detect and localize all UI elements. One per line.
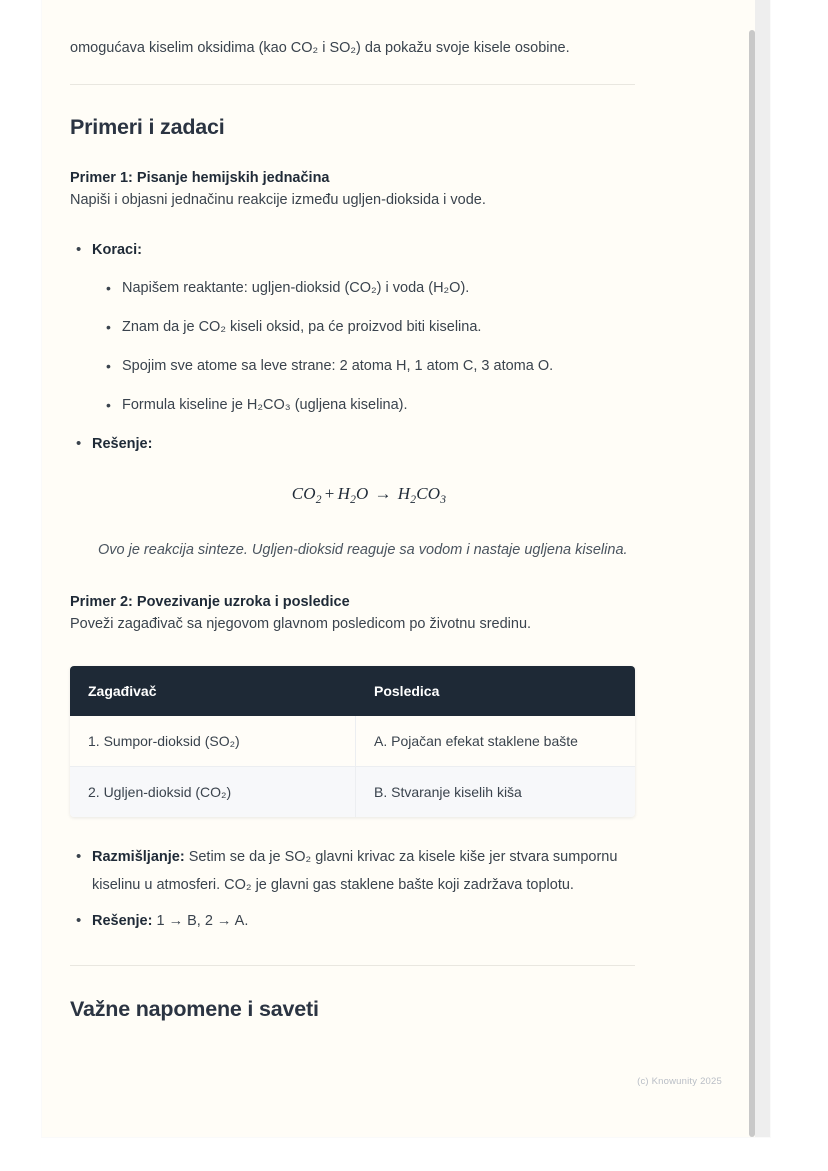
document-page-card <box>42 0 770 1137</box>
list-item-resenje <box>92 430 640 458</box>
column-header-consequence: Posledica <box>356 666 635 716</box>
list-item-resenje-2 <box>92 907 640 935</box>
cell-pollutant-2: 2. Ugljen-dioksid (CO₂) <box>70 767 356 817</box>
example2-list <box>70 843 640 935</box>
section-divider-top <box>70 84 635 85</box>
list-item: • Znam da je CO₂ kiseli oksid, pa će proizvod biti kiselina. <box>122 313 640 341</box>
resenje2-text: 1 → B, 2 → A. <box>152 913 249 930</box>
example1-note: Ovo je reakcija sinteze. Ugljen-dioksid reaguje sa vodom i nastaje ugljena kiselina. <box>98 542 628 559</box>
razmisljanje-text: Setim se da je SO₂ glavni krivac za kisele kiše jer stvara sumpornu kiselinu u atmosferi. CO₂ je glavni gas staklene bašte koji zadržava toplotu. <box>92 849 618 894</box>
vertical-scrollbar[interactable] <box>749 30 755 1137</box>
equation-rendered: $CO_2 + H_2O \to H_2CO_3$ <box>291 484 447 507</box>
resenje2-label: Rešenje: <box>92 913 153 930</box>
cell-pollutant-1: 1. Sumpor-dioksid (SO₂) <box>70 716 356 767</box>
list-item: • Spojim sve atome sa leve strane: 2 atoma H, 1 atom C, 3 atoma O. <box>122 352 640 380</box>
section-heading-notes: Važne napomene i saveti <box>70 997 319 1022</box>
footer-credit: (c) Knowunity 2025 <box>637 1076 722 1087</box>
section-divider-bottom <box>70 965 635 966</box>
table-body <box>70 716 635 817</box>
razmisljanje-label: Razmišljanje: <box>92 849 185 866</box>
chemical-equation <box>70 484 640 506</box>
example1-steps-list <box>92 274 640 419</box>
top-paragraph: omogućava kiselim oksidima (kao CO₂ i SO₂) da pokažu svoje kisele osobine. <box>70 40 570 56</box>
cell-consequence-2: B. Stvaranje kiselih kiša <box>356 767 635 817</box>
cell-consequence-1: A. Pojačan efekat staklene bašte <box>356 716 635 767</box>
document-content <box>70 0 640 1022</box>
resenje-label: Rešenje: <box>92 436 153 452</box>
list-item: • Napišem reaktante: ugljen-dioksid (CO₂) i voda (H₂O). <box>122 274 640 302</box>
koraci-label: Koraci: <box>92 242 142 258</box>
example1-prompt: Napiši i objasni jednačinu reakcije između ugljen-dioksida i vode. <box>70 192 486 208</box>
table-row <box>70 767 635 817</box>
example2-heading: Primer 2: Povezivanje uzroka i posledice <box>70 594 350 611</box>
table-head <box>70 666 635 716</box>
list-item: • Formula kiseline je H₂CO₃ (ugljena kiselina). <box>122 391 640 419</box>
matching-table <box>70 666 635 817</box>
column-header-pollutant: Zagađivač <box>70 666 356 716</box>
list-item-razmisljanje <box>92 843 640 899</box>
example1-heading: Primer 1: Pisanje hemijskih jednačina <box>70 170 330 186</box>
page-right-gutter <box>755 0 770 1137</box>
table-row <box>70 716 635 767</box>
table-header-row <box>70 666 635 716</box>
example1-list <box>70 236 640 458</box>
list-item-koraci <box>92 236 640 419</box>
section-heading-examples: Primeri i zadaci <box>70 115 225 139</box>
example2-prompt: Poveži zagađivač sa njegovom glavnom posledicom po životnu sredinu. <box>70 616 532 633</box>
